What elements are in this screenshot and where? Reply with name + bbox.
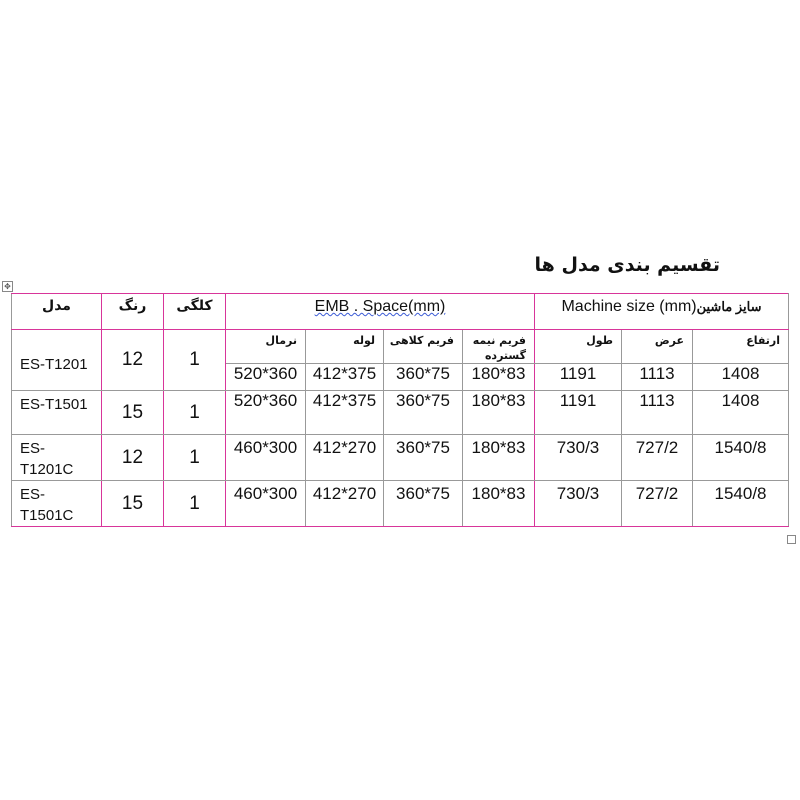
header-emb-space-label: EMB . Space(mm) <box>314 298 446 315</box>
header-model: مدل <box>12 294 102 330</box>
header-head: کلگی <box>164 294 226 330</box>
row2-normal: 520*360 <box>226 391 306 435</box>
row4-width: 727/2 <box>622 481 693 527</box>
row2-length: 1191 <box>535 391 622 435</box>
subheader-semi-open-frame: فریم نیمه گسترده <box>463 330 535 364</box>
table-move-handle-icon[interactable]: ✥ <box>2 281 13 292</box>
row2-semi: 180*83 <box>463 391 535 435</box>
row1-hat: 360*75 <box>384 364 463 391</box>
row3-width: 727/2 <box>622 435 693 481</box>
row3-model-line1: ES- <box>20 440 46 457</box>
table-row <box>12 481 789 527</box>
row3-height: 1540/8 <box>693 435 789 481</box>
document-title: تقسیم بندی مدل ها <box>534 254 720 276</box>
subheader-tube: لوله <box>306 330 384 364</box>
row2-color: 15 <box>102 391 164 435</box>
row1-width: 1113 <box>622 364 693 391</box>
row1-tube: 412*375 <box>306 364 384 391</box>
row2-head: 1 <box>164 391 226 435</box>
row3-normal: 460*300 <box>226 435 306 481</box>
row2-width: 1113 <box>622 391 693 435</box>
row3-head: 1 <box>164 435 226 481</box>
table-row <box>12 330 789 364</box>
row3-model <box>12 435 102 481</box>
table-resize-handle[interactable] <box>787 535 796 544</box>
subheader-width: عرض <box>622 330 693 364</box>
row4-hat: 360*75 <box>384 481 463 527</box>
row3-tube: 412*270 <box>306 435 384 481</box>
row4-model <box>12 481 102 527</box>
row4-model-line2: T1501C <box>20 507 74 524</box>
header-machine-size-en: Machine size (mm) <box>561 298 697 315</box>
subheader-normal: نرمال <box>226 330 306 364</box>
row1-color: 12 <box>102 330 164 391</box>
row3-length: 730/3 <box>535 435 622 481</box>
subheader-length: طول <box>535 330 622 364</box>
header-emb-space <box>226 294 535 330</box>
row4-length: 730/3 <box>535 481 622 527</box>
subheader-height: ارتفاع <box>693 330 789 364</box>
row3-model-line2: T1201C <box>20 461 74 478</box>
models-table <box>11 293 789 527</box>
header-row <box>12 294 789 330</box>
table-row <box>12 435 789 481</box>
row2-tube: 412*375 <box>306 391 384 435</box>
row1-height: 1408 <box>693 364 789 391</box>
row1-length: 1191 <box>535 364 622 391</box>
row4-height: 1540/8 <box>693 481 789 527</box>
row4-normal: 460*300 <box>226 481 306 527</box>
row4-head: 1 <box>164 481 226 527</box>
row1-model: ES-T1201 <box>12 330 102 391</box>
row2-hat: 360*75 <box>384 391 463 435</box>
row1-normal: 520*360 <box>226 364 306 391</box>
row1-semi: 180*83 <box>463 364 535 391</box>
subheader-hat-frame: فریم کلاهی <box>384 330 463 364</box>
row3-semi: 180*83 <box>463 435 535 481</box>
row2-model: ES-T1501 <box>12 391 102 435</box>
row4-tube: 412*270 <box>306 481 384 527</box>
header-machine-size-fa: سایز ماشین <box>696 299 762 314</box>
row4-semi: 180*83 <box>463 481 535 527</box>
row3-color: 12 <box>102 435 164 481</box>
row1-head: 1 <box>164 330 226 391</box>
row2-height: 1408 <box>693 391 789 435</box>
header-color: رنگ <box>102 294 164 330</box>
header-machine-size <box>535 294 789 330</box>
table-row <box>12 391 789 435</box>
row4-color: 15 <box>102 481 164 527</box>
row3-hat: 360*75 <box>384 435 463 481</box>
row4-model-line1: ES- <box>20 486 46 503</box>
